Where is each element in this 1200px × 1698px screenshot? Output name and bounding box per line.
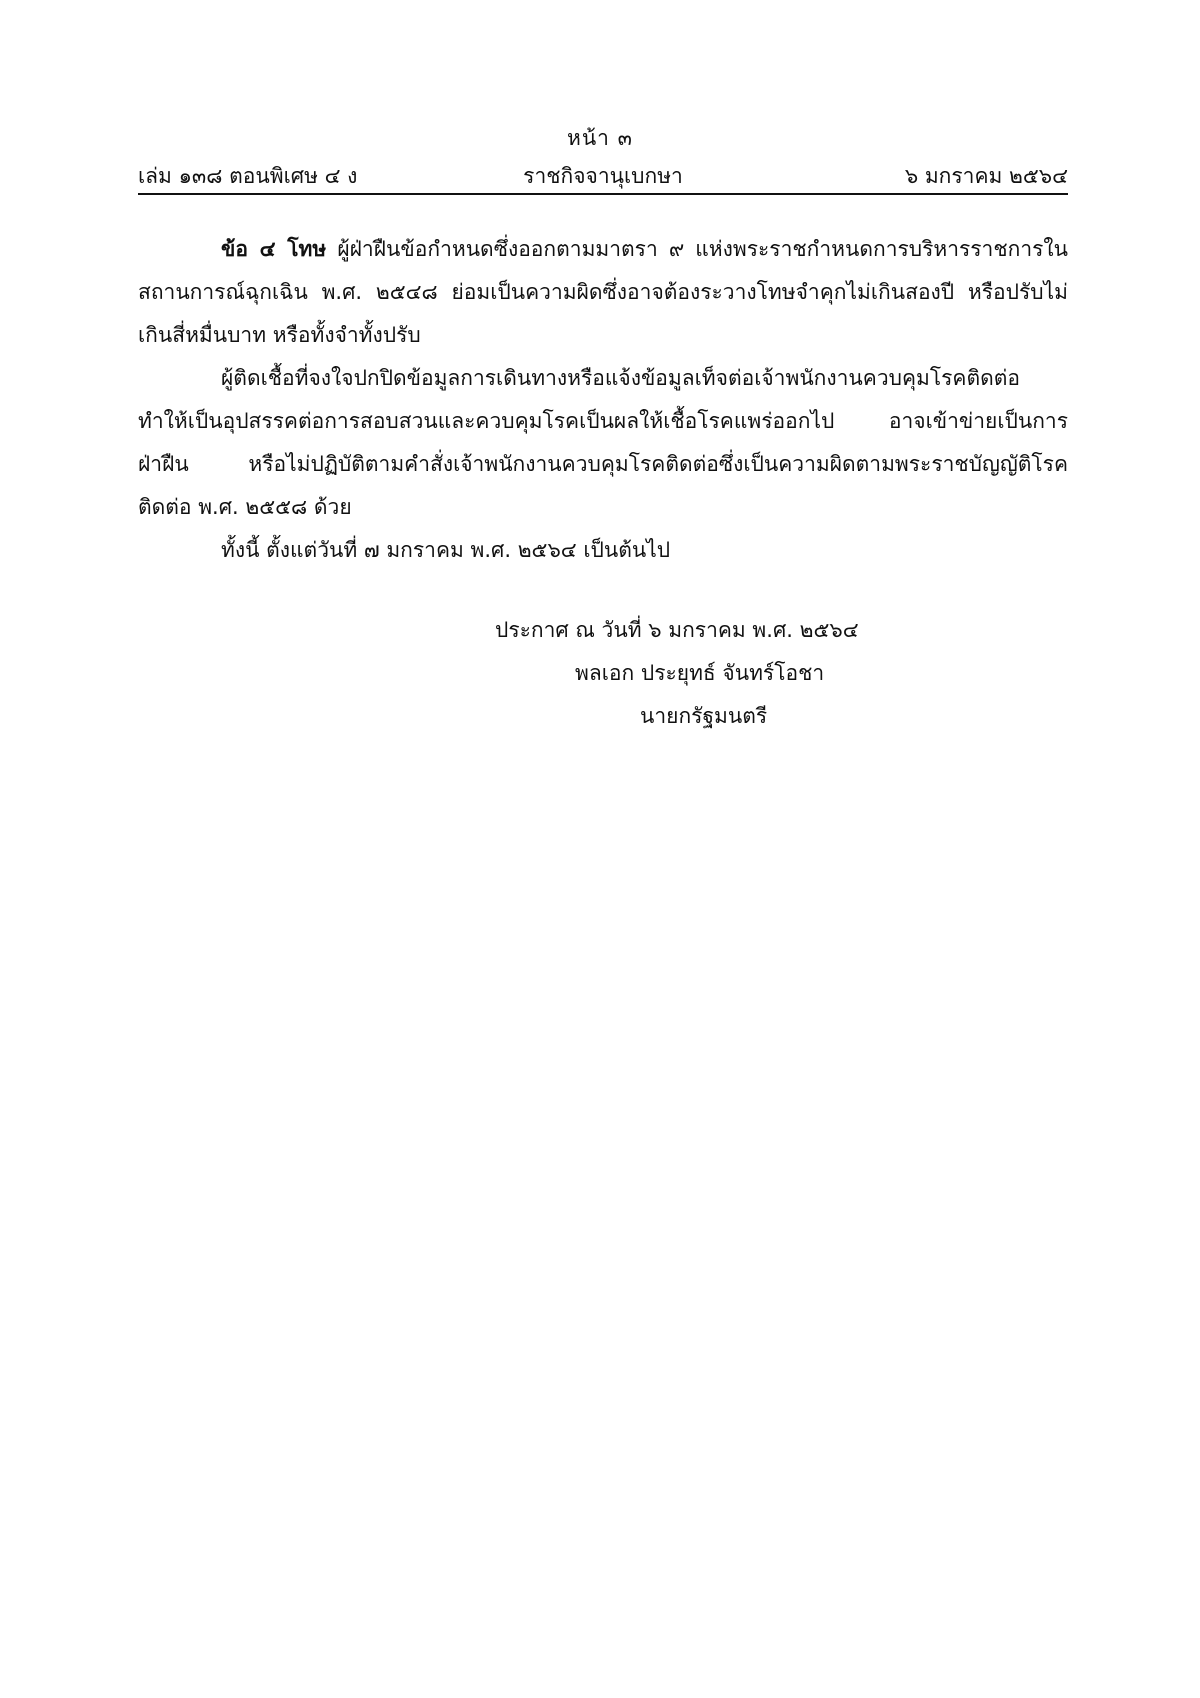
publication-date: ๖ มกราคม ๒๕๖๔ — [904, 164, 1068, 188]
document-body — [138, 228, 1068, 572]
clause-4-paragraph — [138, 228, 1068, 357]
signatory-title: นายกรัฐมนตรี — [640, 704, 768, 728]
gazette-title: ราชกิจจานุเบกษา — [523, 164, 683, 188]
clause-4-text: ผู้ฝ่าฝืนข้อกำหนดซึ่งออกตามมาตรา ๙ แห่งพระราชกำหนดการบริหารราชการในสถานการณ์ฉุกเฉิน พ.ศ. ๒๕๔๘ ย่อมเป็นความผิดซึ่งอาจต้องระวางโทษจำคุกไม่เกินสองปี หรือปรับไม่เกินสี่หมื่นบาท หรือทั้งจำทั้งปรับ — [138, 237, 1069, 347]
effective-date-paragraph: ทั้งนี้ ตั้งแต่วันที่ ๗ มกราคม พ.ศ. ๒๕๖๔ เป็นต้นไป — [221, 538, 671, 562]
page-number: หน้า ๓ — [566, 126, 634, 150]
volume-issue: เล่ม ๑๓๘ ตอนพิเศษ ๔ ง — [138, 164, 358, 188]
header-divider — [138, 193, 1068, 195]
infected-person-paragraph: ผู้ติดเชื้อที่จงใจปกปิดข้อมูลการเดินทางหรือแจ้งข้อมูลเท็จต่อเจ้าพนักงานควบคุมโรคติดต่อ ทำให้เป็นอุปสรรคต่อการสอบสวนและควบคุมโรคเป็นผลให้เชื้อโรคแพร่ออกไป อาจเข้าข่ายเป็นการฝ่าฝืน หรือไม่ปฏิบัติตามคำสั่งเจ้าพนักงานควบคุมโรคติดต่อซึ่งเป็นความผิดตามพระราชบัญญัติโรคติดต่อ พ.ศ. ๒๕๕๘ ด้วย — [138, 366, 1068, 519]
signatory-name: พลเอก ประยุทธ์ จันทร์โอชา — [575, 661, 825, 685]
gazette-header — [138, 160, 1068, 192]
clause-heading: ข้อ ๔ โทษ — [221, 237, 327, 261]
announcement-date: ประกาศ ณ วันที่ ๖ มกราคม พ.ศ. ๒๕๖๔ — [495, 618, 859, 642]
